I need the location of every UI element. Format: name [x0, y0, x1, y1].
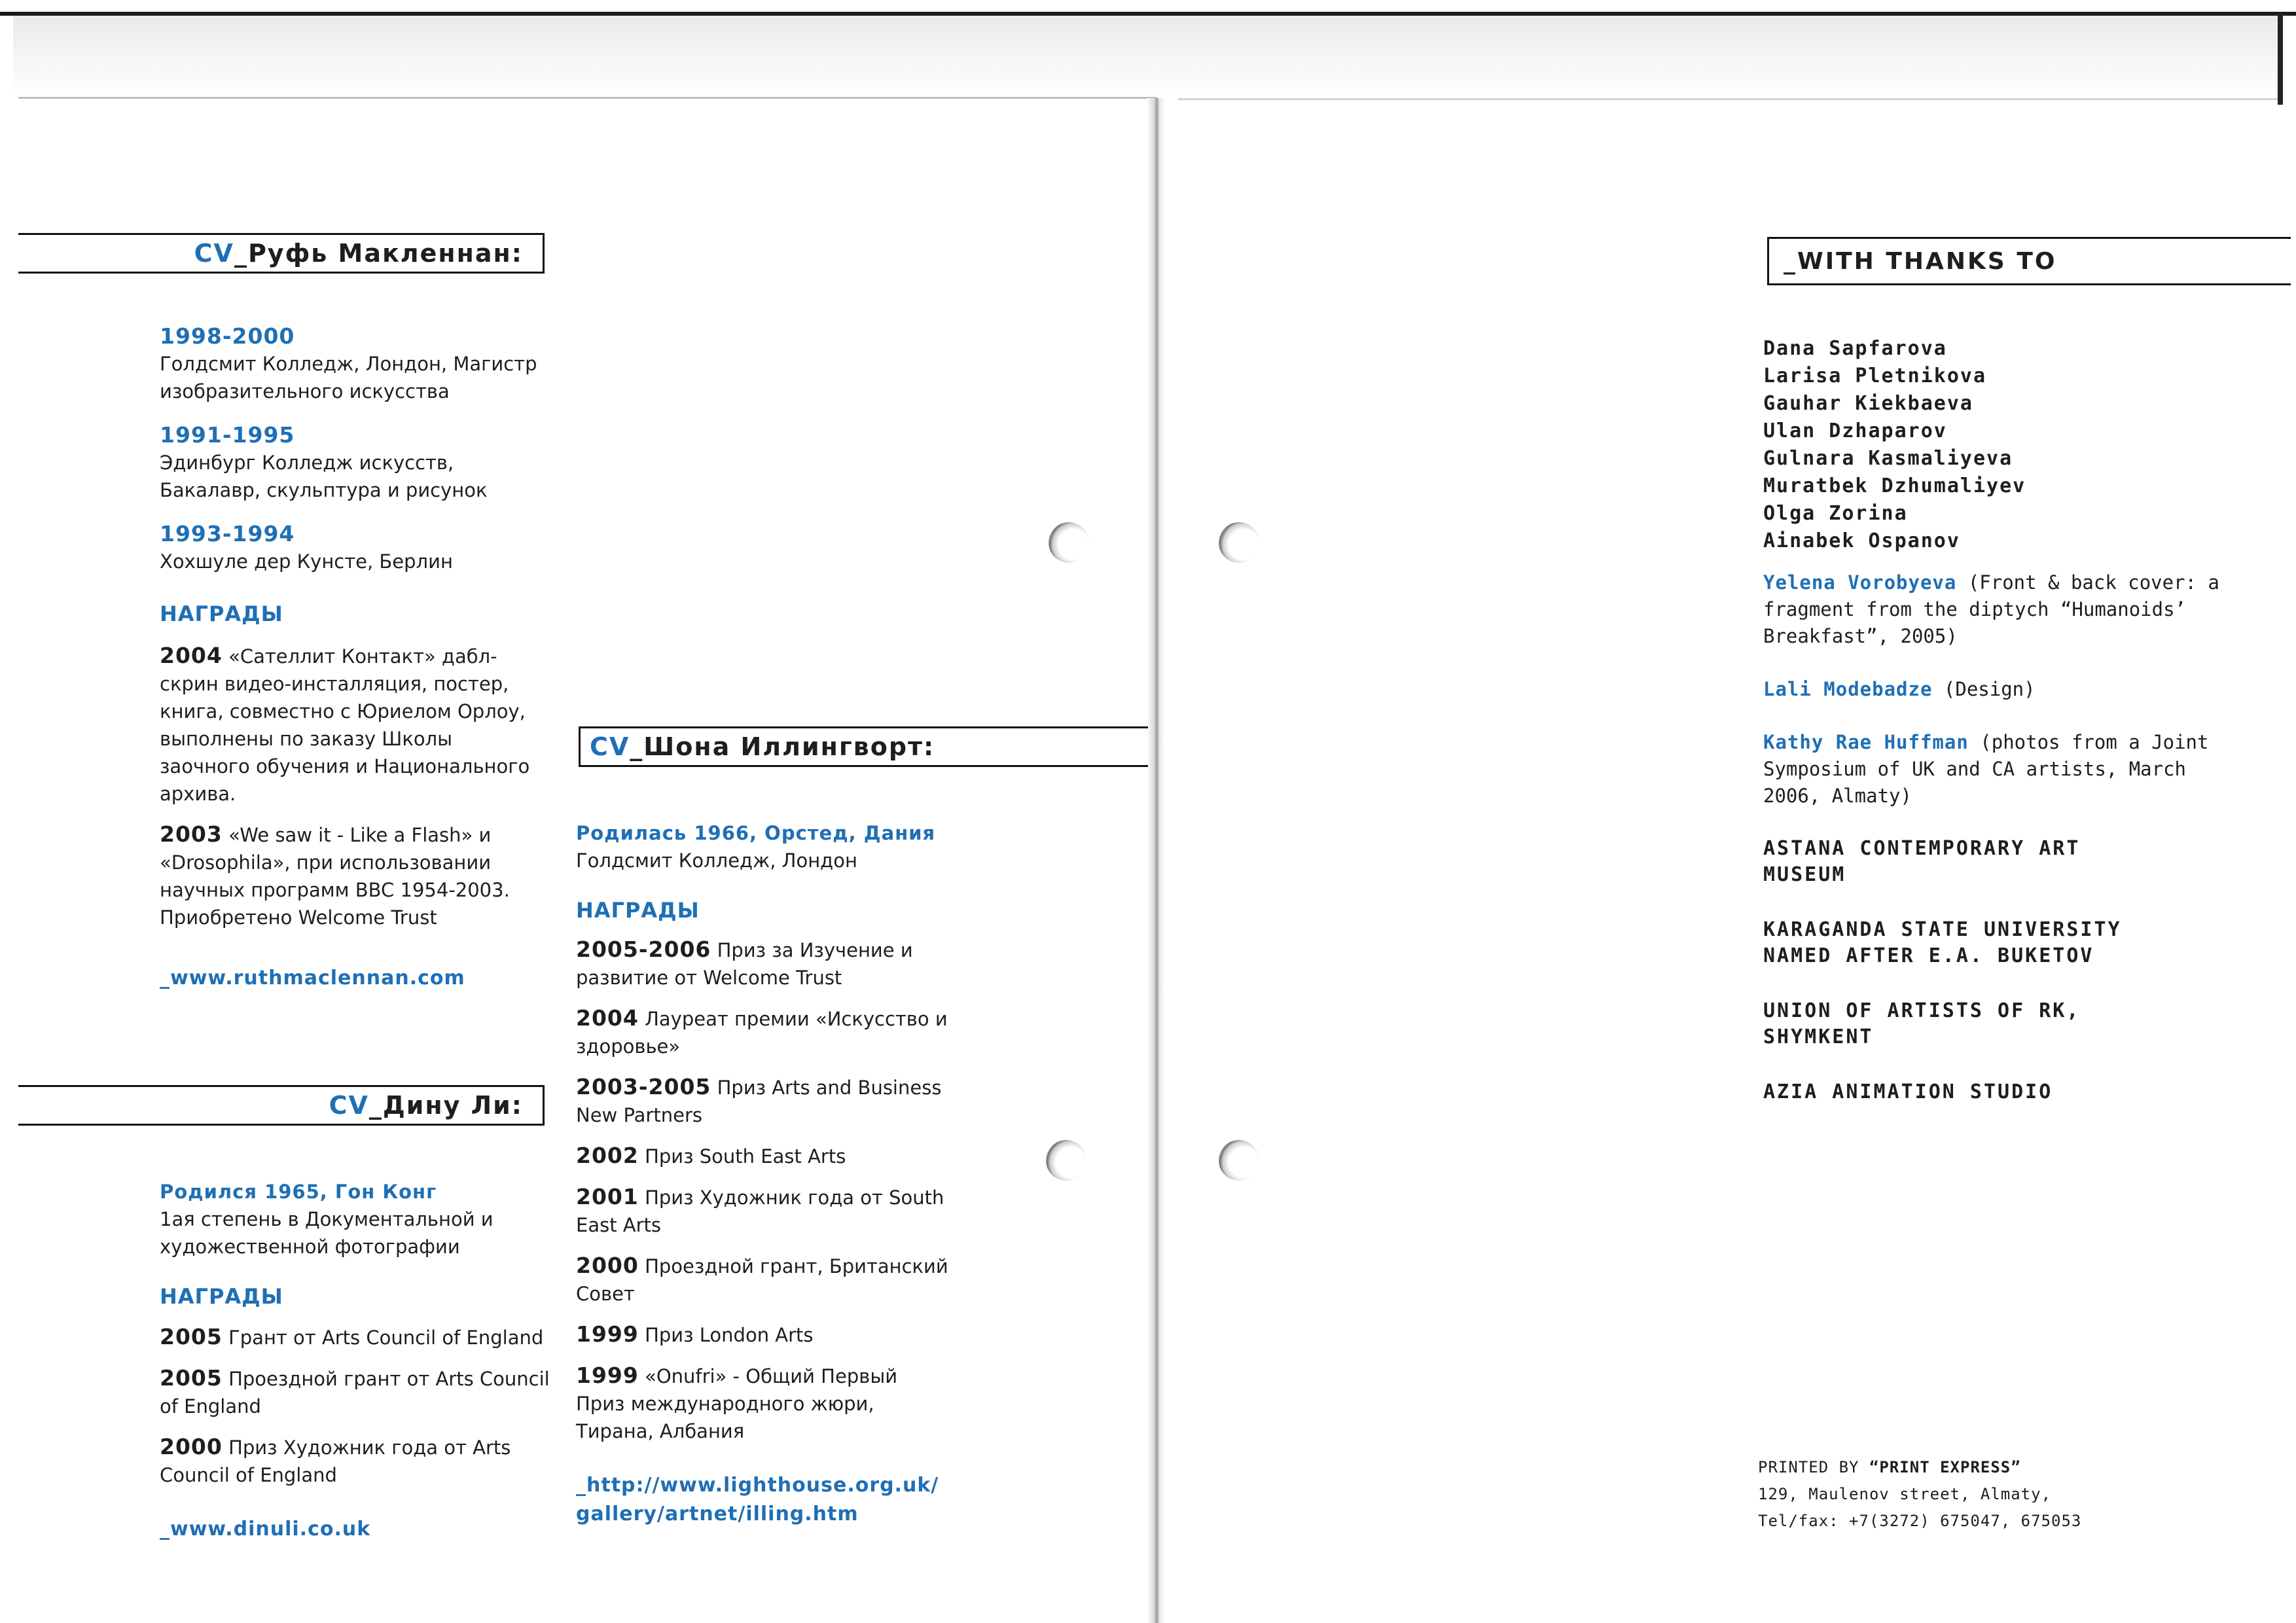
- award-year: 2004: [576, 1005, 639, 1031]
- credit-item: [1763, 676, 2234, 703]
- dinu-website-link[interactable]: _www.dinuli.co.uk: [160, 1518, 371, 1541]
- credit-note: (Design): [1943, 678, 2036, 700]
- award-item: [576, 1073, 949, 1129]
- ruth-education: [160, 323, 552, 993]
- award-text: Приз Художник года от South East Arts: [576, 1186, 944, 1236]
- award-text: «Сателлит Контакт» дабл-скрин видео-инсталляция, постер, книга, совместно с Юриелом Орлоу, выполнены по заказу Школы заочного обучения и Национального архива.: [160, 645, 530, 805]
- cv-heading-ruth: [18, 233, 545, 274]
- awards-heading: НАГРАДЫ: [160, 1284, 283, 1309]
- award-year: 1999: [576, 1363, 639, 1388]
- scan-shadow: [13, 16, 2278, 94]
- award-text: Приз Художник года от Arts Council of England: [160, 1436, 511, 1486]
- award-year: 2005: [160, 1365, 223, 1391]
- printed-label: PRINTED BY: [1758, 1458, 1859, 1476]
- cv-heading-shona: [579, 726, 1148, 767]
- printed-company: “PRINT EXPRESS”: [1869, 1458, 2021, 1476]
- dinu-details: [160, 1178, 552, 1544]
- spine-gutter: [1147, 98, 1165, 1623]
- award-text: Проездной грант от Arts Council of England: [160, 1368, 550, 1418]
- edu-text: Эдинбург Колледж искусств, Бакалавр, скульптура и рисунок: [160, 452, 488, 501]
- edu-years: 1993-1994: [160, 521, 295, 546]
- award-year: 2005: [160, 1324, 223, 1349]
- award-year: 2001: [576, 1184, 639, 1209]
- award-year: 2003: [160, 821, 223, 847]
- printed-phone: Tel/fax: +7(3272) 675047, 675053: [1758, 1512, 2082, 1530]
- scan-top-edge: [0, 12, 2296, 16]
- award-item: [576, 1142, 949, 1170]
- award-text: «We saw it - Like a Flash» и «Drosophila», при использовании научных программ BBC 1954-2003. Приобретено Welcome Trust: [160, 824, 510, 929]
- cv-name: _Дину Ли:: [368, 1091, 523, 1120]
- shona-details: [576, 819, 969, 1529]
- thanks-name: Gauhar Kiekbaeva: [1763, 392, 1973, 415]
- thanks-heading-text: _WITH THANKS TO: [1784, 247, 2057, 275]
- org-name: ASTANA CONTEMPORARY ART MUSEUM: [1763, 837, 2081, 886]
- edu-text: Хохшуле дер Кунсте, Берлин: [160, 550, 453, 573]
- printed-by: [1758, 1454, 2229, 1535]
- credit-note: (photos from a Joint Symposium of UK and CA artists, March 2006, Almaty): [1763, 731, 2209, 807]
- award-year: 2003-2005: [576, 1074, 711, 1099]
- credit-name: Yelena Vorobyeva: [1763, 571, 1957, 594]
- cv-heading-dinu: [18, 1085, 545, 1126]
- award-item: [160, 1323, 552, 1351]
- awards-heading: НАГРАДЫ: [160, 601, 283, 626]
- award-item: [576, 1005, 949, 1060]
- award-year: 2005-2006: [576, 936, 711, 962]
- thanks-name: Olga Zorina: [1763, 502, 1908, 525]
- award-item: [576, 1362, 949, 1445]
- thanks-name: Dana Sapfarova: [1763, 337, 1947, 360]
- award-year: 2004: [160, 643, 223, 668]
- award-text: Лауреат премии «Искусство и здоровье»: [576, 1008, 948, 1058]
- credit-name: Kathy Rae Huffman: [1763, 731, 1969, 753]
- thanks-name: Larisa Pletnikova: [1763, 365, 1987, 387]
- org-name: UNION OF ARTISTS OF RK, SHYMKENT: [1763, 999, 2081, 1048]
- punch-hole: [1219, 522, 1259, 563]
- cv-name: _Руфь Макленнан:: [234, 239, 523, 268]
- edu-text: Голдсмит Колледж, Лондон, Магистр изобразительного искусства: [160, 353, 537, 402]
- url-line: _http://www.lighthouse.org.uk/: [576, 1474, 939, 1497]
- org-name: AZIA ANIMATION STUDIO: [1763, 1080, 2053, 1103]
- award-item: [576, 1183, 949, 1239]
- thanks-name: Muratbek Dzhumaliyev: [1763, 474, 2026, 497]
- punch-hole: [1219, 1140, 1259, 1181]
- printed-by-line: [1758, 1454, 2229, 1481]
- org-name: KARAGANDA STATE UNIVERSITY NAMED AFTER E.A. BUKETOV: [1763, 918, 2122, 967]
- credit-item: [1763, 729, 2234, 810]
- shona-school: Голдсмит Колледж, Лондон: [576, 849, 857, 872]
- thanks-list: [1763, 335, 2234, 1105]
- credit-note: (Front & back cover: a fragment from the diptych “Humanoids’ Breakfast”, 2005): [1763, 571, 2219, 647]
- awards-heading: НАГРАДЫ: [576, 898, 700, 923]
- award-item: [160, 821, 546, 931]
- cv-name: _Шона Иллингворт:: [630, 732, 935, 761]
- award-text: Грант от Arts Council of England: [228, 1327, 544, 1349]
- url-line: gallery/artnet/illing.htm: [576, 1503, 859, 1525]
- thanks-heading: [1767, 237, 2291, 285]
- award-text: «Onufri» - Общий Первый Приз международного жюри, Тирана, Албания: [576, 1365, 898, 1442]
- thanks-name: Ainabek Ospanov: [1763, 529, 1960, 552]
- award-text: Проездной грант, Британский Совет: [576, 1255, 948, 1305]
- punch-hole: [1049, 522, 1089, 563]
- award-year: 2000: [576, 1253, 639, 1278]
- award-text: Приз South East Arts: [645, 1145, 846, 1168]
- thanks-name: Ulan Dzhaparov: [1763, 419, 1947, 442]
- back-sheet-edge: [2278, 13, 2283, 105]
- award-item: [576, 1321, 949, 1349]
- dinu-born: Родился 1965, Гон Конг: [160, 1181, 437, 1203]
- award-text: Приз за Изучение и развитие от Welcome Trust: [576, 939, 913, 989]
- award-text: Приз Arts and Business New Partners: [576, 1077, 942, 1126]
- award-item: [160, 1364, 552, 1420]
- award-item: [160, 642, 546, 808]
- award-item: [576, 936, 949, 991]
- award-year: 2000: [160, 1434, 223, 1459]
- left-page-edge: [18, 97, 1157, 99]
- shona-website-link[interactable]: [576, 1471, 969, 1529]
- cv-prefix: CV: [329, 1091, 369, 1120]
- right-page-edge: [1178, 98, 2278, 100]
- cv-prefix: CV: [590, 732, 630, 761]
- award-year: 2002: [576, 1143, 639, 1168]
- printed-address: 129, Maulenov street, Almaty,: [1758, 1485, 2052, 1503]
- edu-years: 1991-1995: [160, 422, 295, 448]
- dinu-degree: 1ая степень в Документальной и художественной фотографии: [160, 1208, 493, 1258]
- award-item: [576, 1252, 949, 1308]
- ruth-website-link[interactable]: _www.ruthmaclennan.com: [160, 967, 465, 990]
- cv-prefix: CV: [194, 239, 234, 268]
- punch-hole: [1046, 1140, 1086, 1181]
- credit-item: [1763, 569, 2234, 650]
- award-text: Приз London Arts: [645, 1324, 814, 1346]
- credit-name: Lali Modebadze: [1763, 678, 1933, 700]
- award-year: 1999: [576, 1321, 639, 1347]
- shona-born: Родилась 1966, Орстед, Дания: [576, 822, 936, 844]
- thanks-name: Gulnara Kasmaliyeva: [1763, 447, 2013, 470]
- edu-years: 1998-2000: [160, 323, 295, 349]
- award-item: [160, 1433, 552, 1489]
